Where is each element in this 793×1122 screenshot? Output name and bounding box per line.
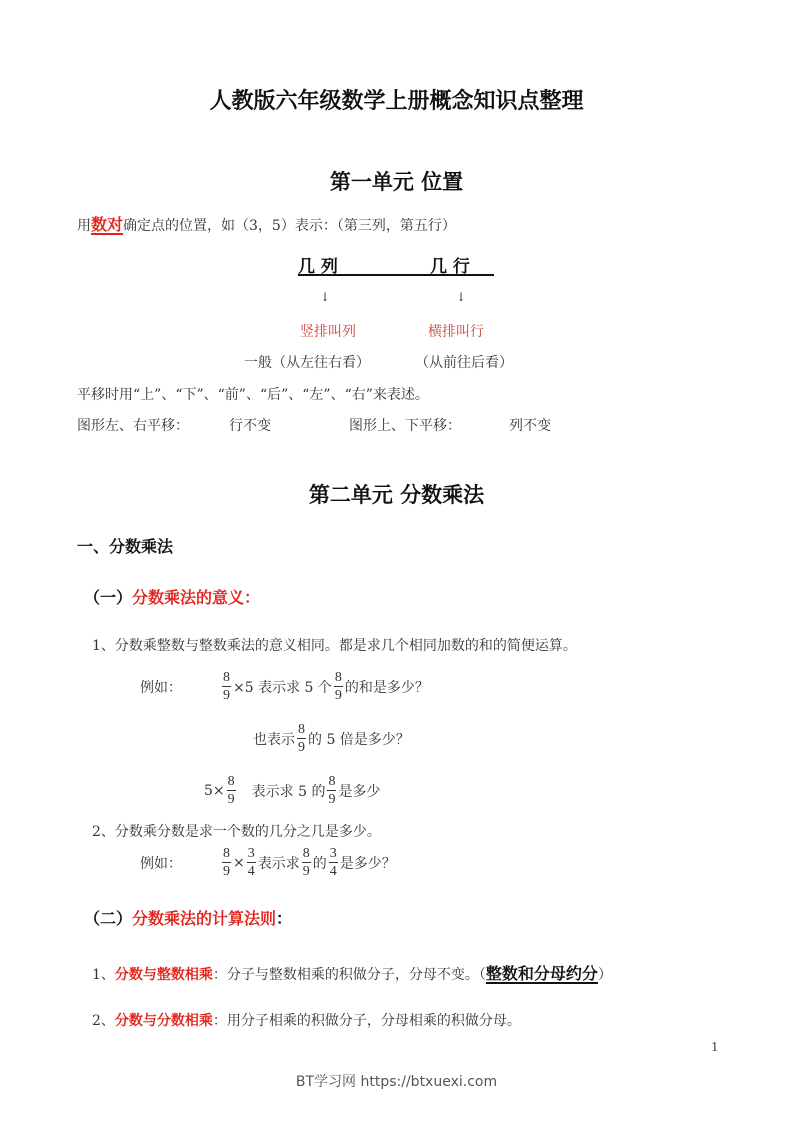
fraction-3-4: $\frac{3}{4}$ [329,846,337,879]
fraction-3-4: $\frac{3}{4}$ [247,846,255,879]
fraction-8-9: $\frac{8}{9}$ [302,846,310,879]
fraction-8-9: $\frac{8}{9}$ [328,774,336,807]
ex3-prefix: 5× [204,782,225,799]
sub1-title: 分数乘法的意义： [132,588,261,607]
sub2-prefix: （二） [84,909,133,928]
lr-value: 行不变 [229,418,271,434]
item2: 2、分数乘分数是求一个数的几分之几是多少。 [92,824,381,840]
ex1-times: ×5 表示求 5 个 [233,679,332,696]
sub1-heading [84,585,260,608]
col-label: 几 列 [298,257,338,277]
fraction-8-9: $\frac{8}{9}$ [227,774,235,807]
ud-label: 图形上、下平移： [349,418,461,434]
rule1-close: ） [597,967,612,983]
fraction-8-9: $\frac{8}{9}$ [334,670,342,703]
document-title: 人教版六年级数学上册概念知识点整理 [209,89,584,114]
rule1-emphasis: 整数和分母约分 [485,964,598,983]
unit2-heading: 第二单元 分数乘法 [308,483,485,507]
rule1-keyword: 分数与整数相乘 [114,967,213,983]
sub2-heading [84,906,292,929]
lr-label: 图形左、右平移： [77,418,189,434]
sub2-colon: ： [276,909,293,928]
fraction-8-9: $\frac{8}{9}$ [223,846,230,879]
rule1-text: ：分子与整数相乘的积做分子，分母不变。（ [212,967,486,983]
item1: 1、分数乘整数与整数乘法的意义相同。都是求几个相同加数的和的简便运算。 [92,638,577,654]
ex1-tail: 的和是多少？ [344,679,429,696]
example2 [253,722,410,755]
ex3-mid: 表示求 5 的 [251,783,326,800]
ex4-of: 的 [312,855,327,872]
intro-suffix: 确定点的位置，如（3，5）表示：（第三列，第五行） [123,218,456,234]
example4 [140,846,396,879]
col-note: 一般（从左往右看） [244,355,370,371]
arrow-down-icon: ↓ [456,290,467,304]
arrow-down-icon: ↓ [320,290,331,304]
footer-watermark: BT学习网 https://btxuexi.com [295,1074,498,1090]
rule2 [92,1010,521,1030]
section-fraction-multiplication: 一、分数乘法 [77,537,174,556]
row-desc: 横排叫行 [428,324,484,340]
example1 [140,670,429,703]
times-sign: × [233,854,245,871]
translation-desc: 平移时用“上”、“下”、“前”、“后”、“左”、“右”来表述。 [77,387,429,403]
keyword-shudui: 数对 [91,215,124,234]
rule2-text: ：用分子相乘的积做分子，分母相乘的积做分母。 [212,1013,521,1029]
ex2-tail: 的 5 倍是多少？ [308,731,410,748]
col-row-labels [298,252,494,276]
sub2-title: 分数乘法的计算法则 [132,909,277,928]
ex4-tail: 是多少？ [339,855,396,872]
fraction-8-9: $\frac{8}{9}$ [298,722,305,755]
ex2-prefix: 也表示 [253,731,295,748]
rule1-number: 1、 [92,967,115,983]
col-desc: 竖排叫列 [300,324,356,340]
example-label: 例如： [140,855,182,872]
rule2-number: 2、 [92,1013,115,1029]
page-number: 1 [711,1040,719,1054]
ex3-tail: 是多少 [338,783,381,800]
rule1 [92,961,612,984]
example3 [204,774,380,807]
sub1-prefix: （一） [84,588,133,607]
unit1-heading: 第一单元 位置 [329,170,464,194]
intro-prefix: 用 [77,218,91,234]
rule2-keyword: 分数与分数相乘 [114,1013,213,1029]
row-note: （从前往后看） [415,355,513,371]
unit1-intro [77,212,456,235]
ex4-mid: 表示求 [257,855,300,872]
fraction-8-9: $\frac{8}{9}$ [223,670,230,703]
row-label: 几 行 [430,257,470,277]
example-label: 例如： [140,679,182,696]
ud-value: 列不变 [509,418,551,434]
